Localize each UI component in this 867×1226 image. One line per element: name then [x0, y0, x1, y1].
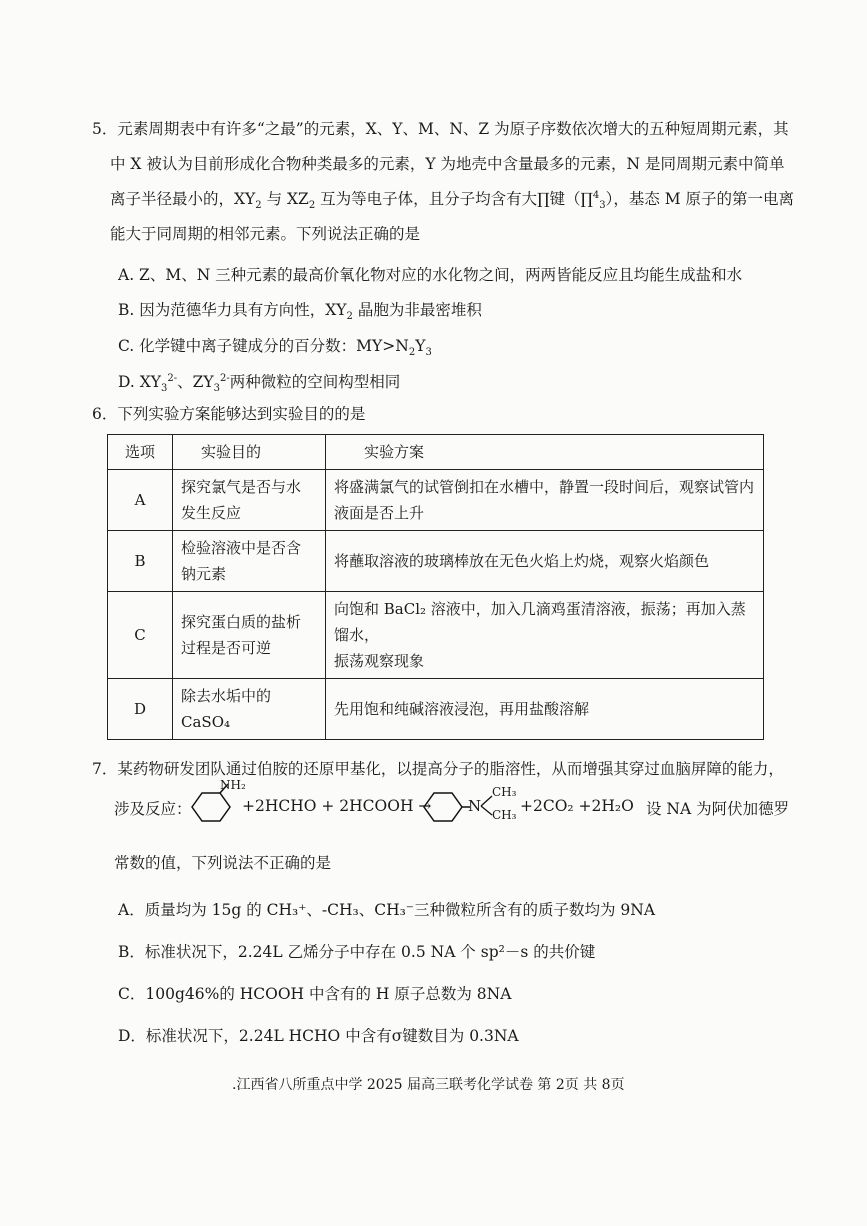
- q7-option-b: B．标准状况下，2.24L 乙烯分子中存在 0.5 NA 个 sp²－s 的共价键: [118, 943, 596, 961]
- methyl-top-label: CH₃: [492, 785, 517, 799]
- q5-line-2: 中 X 被认为目前形成化合物种类最多的元素，Y 为地壳中含量最多的元素，N 是同周期元素中简单: [110, 155, 785, 173]
- na-definition: 设 NA 为阿伏加德罗: [646, 800, 790, 818]
- reaction-prefix: 涉及反应：: [114, 800, 192, 818]
- experiment-table: [107, 434, 764, 740]
- nh2-label: NH₂: [220, 778, 246, 792]
- pi-subscript: 3: [599, 200, 606, 212]
- question-6-stem: 6．下列实验方案能够达到实验目的的是: [92, 405, 366, 423]
- page-footer: .江西省八所重点中学 2025 届高三联考化学试卷 第 2页 共 8页: [232, 1077, 625, 1093]
- q5-line-3: 离子半径最小的，$XY_2$ 与 $XZ_2$ 互为等电子体，且分子均含有大∏键（∏$^4_3$），基态 M 原子的第一电离: [110, 189, 795, 212]
- pi-superscript: 4: [592, 189, 600, 201]
- question-7-line-1: 7．某药物研发团队通过伯胺的还原甲基化，以提高分子的脂溶性，从而增强其穿过血脑屏障的能力，: [92, 760, 784, 778]
- reaction-products: +2CO₂ +2H₂O: [520, 797, 634, 815]
- q7-option-d: D．标准状况下，2.24L HCHO 中含有σ键数目为 0.3NA: [118, 1027, 519, 1045]
- q5-option-c: C. 化学键中离子键成分的百分数：$MY>N_2Y_3$: [118, 337, 432, 359]
- reaction-equation: [114, 778, 814, 832]
- table-row: A 探究氯气是否与水 发生反应 将盛满氯气的试管倒扣在水槽中，静置一段时间后，观察试管内 液面是否上升: [108, 470, 764, 531]
- question-7-line-3: 常数的值，下列说法不正确的是: [114, 854, 332, 872]
- q5-option-d: D. $XY_3^{2-}$、$ZY_3^{2-}$两种微粒的空间构型相同: [118, 372, 401, 395]
- q5-option-a: A. Z、M、N 三种元素的最高价氧化物对应的水化物之间，两两皆能反应且均能生成盐和水: [118, 266, 743, 284]
- q5-line-1: 5．元素周期表中有许多“之最”的元素，X、Y、M、N、Z 为原子序数依次增大的五种短周期元素，其: [92, 120, 789, 138]
- q7-option-a: A．质量均为 15g 的 CH₃⁺、-CH₃、CH₃⁻三种微粒所含有的质子数均为 9NA: [118, 901, 656, 919]
- question-5: [92, 112, 795, 252]
- cyclohexane-ring: [418, 782, 470, 832]
- methyl-bottom-label: CH₃: [492, 808, 517, 822]
- q7-option-c: C．100g46%的 HCOOH 中含有的 H 原子总数为 8NA: [118, 985, 512, 1003]
- table-row: C 探究蛋白质的盐析 过程是否可逆 向饱和 BaCl₂ 溶液中，加入几滴鸡蛋清溶液，振荡；再加入蒸馏水， 振荡观察现象: [108, 592, 764, 679]
- reaction-reagents: +2HCHO + 2HCOOH →: [242, 797, 432, 815]
- header-plan: 实验方案: [326, 435, 764, 470]
- nitrogen-label: N: [468, 797, 482, 815]
- header-goal: 实验目的: [173, 435, 326, 470]
- table-header-row: [108, 435, 764, 470]
- table-row: B 检验溶液中是否含 钠元素 将蘸取溶液的玻璃棒放在无色火焰上灼烧，观察火焰颜色: [108, 531, 764, 592]
- q5-option-b: B. 因为范德华力具有方向性，$XY_2$ 晶胞为非最密堆积: [118, 301, 482, 323]
- table-row: D 除去水垢中的 CaSO₄ 先用饱和纯碱溶液浸泡，再用盐酸溶解: [108, 679, 764, 740]
- header-option: 选项: [108, 435, 173, 470]
- q5-line-4: 能大于同周期的相邻元素。下列说法正确的是: [110, 225, 421, 243]
